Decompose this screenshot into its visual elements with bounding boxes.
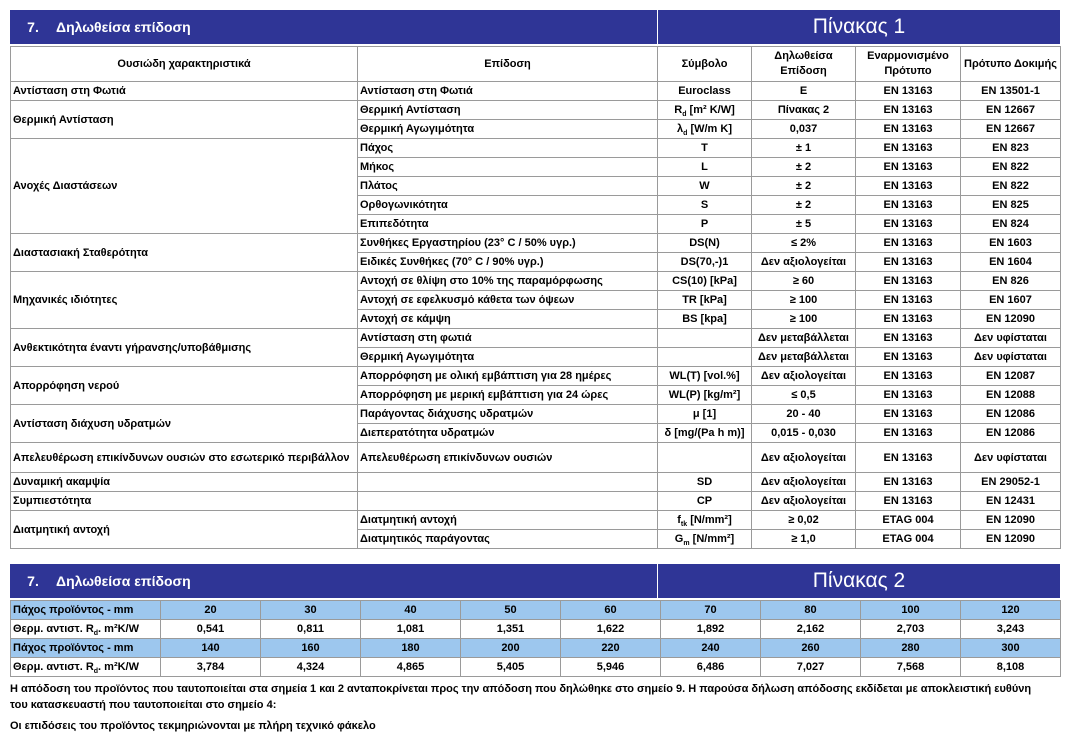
harmonised-standard-cell: EN 13163 bbox=[856, 367, 961, 386]
performance-cell: Αντοχή σε θλίψη στο 10% της παραμόρφωσης bbox=[358, 272, 658, 291]
thickness-value: 80 bbox=[761, 601, 861, 620]
harmonised-standard-cell: EN 13163 bbox=[856, 234, 961, 253]
test-standard-cell: EN 12087 bbox=[961, 367, 1061, 386]
thickness-value: 140 bbox=[161, 639, 261, 658]
test-standard-cell: EN 12090 bbox=[961, 511, 1061, 530]
resistance-value: 6,486 bbox=[661, 658, 761, 677]
thickness-value: 120 bbox=[961, 601, 1061, 620]
symbol-unit: [N/mm²] bbox=[687, 514, 732, 526]
thickness-value: 200 bbox=[461, 639, 561, 658]
declared-value-cell: ≥ 1,0 bbox=[752, 530, 856, 549]
harmonised-standard-cell: EN 13163 bbox=[856, 101, 961, 120]
performance-cell: Μήκος bbox=[358, 158, 658, 177]
thickness-value: 60 bbox=[561, 601, 661, 620]
characteristic-cell: Ανοχές Διαστάσεων bbox=[11, 139, 358, 234]
resistance-value: 4,865 bbox=[361, 658, 461, 677]
symbol-cell bbox=[658, 511, 752, 530]
harmonised-standard-cell: EN 13163 bbox=[856, 120, 961, 139]
resistance-label-unit: . m²K/W bbox=[98, 661, 139, 673]
symbol-subscript: d bbox=[683, 130, 688, 138]
test-standard-cell: EN 12086 bbox=[961, 405, 1061, 424]
symbol-cell: S bbox=[658, 196, 752, 215]
harmonised-standard-cell: EN 13163 bbox=[856, 424, 961, 443]
resistance-label-unit: . m²K/W bbox=[98, 623, 139, 635]
declared-value-cell: Δεν αξιολογείται bbox=[752, 253, 856, 272]
harmonised-standard-cell: EN 13163 bbox=[856, 310, 961, 329]
header-performance: Επίδοση bbox=[358, 47, 658, 82]
declared-value-cell: ≥ 100 bbox=[752, 291, 856, 310]
characteristic-cell: Μηχανικές ιδιότητες bbox=[11, 272, 358, 329]
header-symbol: Σύμβολο bbox=[658, 47, 752, 82]
table-row bbox=[11, 139, 1061, 158]
resistance-value: 1,081 bbox=[361, 620, 461, 639]
declared-value-cell: ≤ 0,5 bbox=[752, 386, 856, 405]
table-row bbox=[11, 82, 1061, 101]
performance-cell: Διεπερατότητα υδρατμών bbox=[358, 424, 658, 443]
characteristic-cell: Θερμική Αντίσταση bbox=[11, 101, 358, 139]
harmonised-standard-cell: EN 13163 bbox=[856, 158, 961, 177]
symbol-cell bbox=[658, 530, 752, 549]
declared-value-cell: ± 2 bbox=[752, 196, 856, 215]
declared-value-cell: ± 2 bbox=[752, 177, 856, 196]
performance-cell: Ορθογωνικότητα bbox=[358, 196, 658, 215]
harmonised-standard-cell: ETAG 004 bbox=[856, 530, 961, 549]
symbol-cell: SD bbox=[658, 473, 752, 492]
performance-cell: Αντίσταση στη Φωτιά bbox=[358, 82, 658, 101]
performance-cell: Θερμική Αγωγιμότητα bbox=[358, 120, 658, 139]
resistance-value: 0,541 bbox=[161, 620, 261, 639]
declared-value-cell: ± 1 bbox=[752, 139, 856, 158]
thickness-value: 70 bbox=[661, 601, 761, 620]
symbol-cell: P bbox=[658, 215, 752, 234]
symbol-cell: WL(T) [vol.%] bbox=[658, 367, 752, 386]
resistance-value: 1,892 bbox=[661, 620, 761, 639]
thickness-value: 20 bbox=[161, 601, 261, 620]
performance-cell: Θερμική Αντίσταση bbox=[358, 101, 658, 120]
symbol-subscript: d bbox=[682, 111, 687, 119]
symbol-subscript: tk bbox=[680, 521, 688, 529]
harmonised-standard-cell: EN 13163 bbox=[856, 82, 961, 101]
resistance-value: 5,946 bbox=[561, 658, 661, 677]
header-harmonised-standard: Εναρμονισμένο Πρότυπο bbox=[856, 47, 961, 82]
test-standard-cell: EN 13501-1 bbox=[961, 82, 1061, 101]
performance-cell: Θερμική Αγωγιμότητα bbox=[358, 348, 658, 367]
test-standard-cell: EN 1607 bbox=[961, 291, 1061, 310]
harmonised-standard-cell: EN 13163 bbox=[856, 405, 961, 424]
symbol-subscript: m bbox=[683, 540, 690, 548]
resistance-value: 0,811 bbox=[261, 620, 361, 639]
performance-cell: Διατμητικός παράγοντας bbox=[358, 530, 658, 549]
performance-cell: Πλάτος bbox=[358, 177, 658, 196]
thickness-value: 40 bbox=[361, 601, 461, 620]
harmonised-standard-cell: EN 13163 bbox=[856, 473, 961, 492]
harmonised-standard-cell: EN 13163 bbox=[856, 492, 961, 511]
declared-value-cell: ± 2 bbox=[752, 158, 856, 177]
test-standard-cell: EN 12090 bbox=[961, 530, 1061, 549]
resistance-value: 5,405 bbox=[461, 658, 561, 677]
section-number: 7. bbox=[27, 19, 39, 35]
harmonised-standard-cell: EN 13163 bbox=[856, 272, 961, 291]
symbol-cell bbox=[658, 348, 752, 367]
performance-cell: Συνθήκες Εργαστηρίου (23° C / 50% υγρ.) bbox=[358, 234, 658, 253]
test-standard-cell: Δεν υφίσταται bbox=[961, 348, 1061, 367]
performance-cell: Αντίσταση στη φωτιά bbox=[358, 329, 658, 348]
test-standard-cell: EN 823 bbox=[961, 139, 1061, 158]
table-row bbox=[11, 101, 1061, 120]
performance-cell: Απορρόφηση με μερική εμβάπτιση για 24 ώρες bbox=[358, 386, 658, 405]
symbol-main: G bbox=[674, 533, 684, 545]
test-standard-cell: EN 825 bbox=[961, 196, 1061, 215]
test-standard-cell: Δεν υφίσταται bbox=[961, 443, 1061, 473]
thickness-value: 260 bbox=[761, 639, 861, 658]
symbol-cell: BS [kpa] bbox=[658, 310, 752, 329]
declared-value-cell: Πίνακας 2 bbox=[752, 101, 856, 120]
resistance-label bbox=[11, 620, 161, 639]
table-row bbox=[11, 492, 1061, 511]
table-row bbox=[11, 272, 1061, 291]
declared-value-cell: E bbox=[752, 82, 856, 101]
symbol-main: f bbox=[677, 514, 681, 526]
declared-value-cell: 20 - 40 bbox=[752, 405, 856, 424]
performance-cell: Επιπεδότητα bbox=[358, 215, 658, 234]
characteristic-cell: Δυναμική ακαμψία bbox=[11, 473, 358, 492]
performance-cell: Αντοχή σε εφελκυσμό κάθετα των όψεων bbox=[358, 291, 658, 310]
resistance-label bbox=[11, 658, 161, 677]
table-row bbox=[11, 329, 1061, 348]
test-standard-cell: EN 1603 bbox=[961, 234, 1061, 253]
section-number: 7. bbox=[27, 573, 39, 589]
declared-value-cell: Δεν αξιολογείται bbox=[752, 473, 856, 492]
thickness-value: 100 bbox=[861, 601, 961, 620]
resistance-label-text: Θερμ. αντιστ. R bbox=[13, 661, 94, 673]
harmonised-standard-cell: EN 13163 bbox=[856, 177, 961, 196]
symbol-cell: L bbox=[658, 158, 752, 177]
test-standard-cell: EN 826 bbox=[961, 272, 1061, 291]
symbol-cell: Euroclass bbox=[658, 82, 752, 101]
resistance-value: 3,243 bbox=[961, 620, 1061, 639]
test-standard-cell: EN 822 bbox=[961, 177, 1061, 196]
resistance-value: 4,324 bbox=[261, 658, 361, 677]
symbol-cell: CS(10) [kPa] bbox=[658, 272, 752, 291]
symbol-unit: [m² K/W] bbox=[686, 104, 735, 116]
section-title: Δηλωθείσα επίδοση bbox=[56, 573, 191, 589]
characteristic-cell: Αντίσταση διάχυση υδρατμών bbox=[11, 405, 358, 443]
symbol-cell: δ [mg/(Pa h m)] bbox=[658, 424, 752, 443]
harmonised-standard-cell: EN 13163 bbox=[856, 253, 961, 272]
header-declared: Δηλωθείσα Επίδοση bbox=[752, 47, 856, 82]
harmonised-standard-cell: EN 13163 bbox=[856, 386, 961, 405]
footer-line-2: του κατασκευαστή που ταυτοποιείται στο σημείο 4: bbox=[10, 699, 277, 711]
thickness-value: 220 bbox=[561, 639, 661, 658]
performance-cell bbox=[358, 473, 658, 492]
thickness-value: 300 bbox=[961, 639, 1061, 658]
test-standard-cell: EN 12667 bbox=[961, 101, 1061, 120]
table-row bbox=[11, 405, 1061, 424]
symbol-main: λ bbox=[676, 123, 684, 135]
symbol-cell bbox=[658, 120, 752, 139]
section-banner-1 bbox=[10, 10, 1060, 44]
thermal-resistance-table bbox=[10, 600, 1061, 677]
harmonised-standard-cell: EN 13163 bbox=[856, 139, 961, 158]
declared-value-cell: ≥ 60 bbox=[752, 272, 856, 291]
symbol-unit: [N/mm²] bbox=[689, 533, 735, 545]
characteristic-cell: Διαστασιακή Σταθερότητα bbox=[11, 234, 358, 272]
resistance-row bbox=[11, 658, 1061, 677]
table-row bbox=[11, 234, 1061, 253]
test-standard-cell: EN 12088 bbox=[961, 386, 1061, 405]
symbol-cell bbox=[658, 101, 752, 120]
thermal-resistance-table-body bbox=[11, 601, 1061, 677]
performance-cell: Παράγοντας διάχυσης υδρατμών bbox=[358, 405, 658, 424]
performance-cell: Ειδικές Συνθήκες (70° C / 90% υγρ.) bbox=[358, 253, 658, 272]
declared-value-cell: ≤ 2% bbox=[752, 234, 856, 253]
symbol-cell bbox=[658, 443, 752, 473]
performance-cell: Διατμητική αντοχή bbox=[358, 511, 658, 530]
characteristic-cell: Απορρόφηση νερού bbox=[11, 367, 358, 405]
table-name: Πίνακας 1 bbox=[657, 10, 1060, 44]
declared-value-cell: ± 5 bbox=[752, 215, 856, 234]
table-row bbox=[11, 367, 1061, 386]
thickness-value: 180 bbox=[361, 639, 461, 658]
characteristic-cell: Αντίσταση στη Φωτιά bbox=[11, 82, 358, 101]
table-row bbox=[11, 511, 1061, 530]
performance-table-body bbox=[11, 82, 1061, 549]
resistance-value: 7,568 bbox=[861, 658, 961, 677]
declared-value-cell: Δεν αξιολογείται bbox=[752, 443, 856, 473]
declared-value-cell: Δεν μεταβάλλεται bbox=[752, 348, 856, 367]
harmonised-standard-cell: EN 13163 bbox=[856, 348, 961, 367]
performance-cell: Πάχος bbox=[358, 139, 658, 158]
resistance-value: 8,108 bbox=[961, 658, 1061, 677]
section-title: Δηλωθείσα επίδοση bbox=[56, 19, 191, 35]
thickness-label: Πάχος προϊόντος - mm bbox=[11, 601, 161, 620]
thickness-value: 240 bbox=[661, 639, 761, 658]
header-test-standard: Πρότυπο Δοκιμής bbox=[961, 47, 1061, 82]
resistance-value: 7,027 bbox=[761, 658, 861, 677]
symbol-main: R bbox=[674, 104, 683, 116]
declared-value-cell: ≥ 100 bbox=[752, 310, 856, 329]
symbol-unit: [W/m K] bbox=[687, 123, 732, 135]
performance-cell: Απελευθέρωση επικίνδυνων ουσιών bbox=[358, 443, 658, 473]
footer-line-3: Οι επιδόσεις του προϊόντος τεκμηριώνονται με πλήρη τεχνικό φάκελο bbox=[10, 720, 376, 732]
resistance-label-text: Θερμ. αντιστ. R bbox=[13, 623, 94, 635]
resistance-value: 1,351 bbox=[461, 620, 561, 639]
thickness-value: 160 bbox=[261, 639, 361, 658]
performance-cell: Απορρόφηση με ολική εμβάπτιση για 28 ημέρες bbox=[358, 367, 658, 386]
thickness-value: 280 bbox=[861, 639, 961, 658]
resistance-label-subscript: d bbox=[93, 630, 99, 638]
symbol-cell: DS(70,-)1 bbox=[658, 253, 752, 272]
declared-value-cell: 0,015 - 0,030 bbox=[752, 424, 856, 443]
resistance-row bbox=[11, 620, 1061, 639]
test-standard-cell: EN 822 bbox=[961, 158, 1061, 177]
symbol-cell: CP bbox=[658, 492, 752, 511]
symbol-cell: WL(P) [kg/m²] bbox=[658, 386, 752, 405]
section-banner-2 bbox=[10, 564, 1060, 598]
resistance-value: 3,784 bbox=[161, 658, 261, 677]
declared-value-cell: 0,037 bbox=[752, 120, 856, 139]
thickness-label: Πάχος προϊόντος - mm bbox=[11, 639, 161, 658]
declared-value-cell: Δεν μεταβάλλεται bbox=[752, 329, 856, 348]
table-name: Πίνακας 2 bbox=[657, 564, 1060, 598]
test-standard-cell: Δεν υφίσταται bbox=[961, 329, 1061, 348]
table-row bbox=[11, 443, 1061, 473]
symbol-cell: W bbox=[658, 177, 752, 196]
test-standard-cell: EN 12667 bbox=[961, 120, 1061, 139]
thickness-row bbox=[11, 639, 1061, 658]
test-standard-cell: EN 12431 bbox=[961, 492, 1061, 511]
harmonised-standard-cell: ETAG 004 bbox=[856, 511, 961, 530]
symbol-cell: DS(N) bbox=[658, 234, 752, 253]
test-standard-cell: EN 1604 bbox=[961, 253, 1061, 272]
symbol-cell: TR [kPa] bbox=[658, 291, 752, 310]
declared-value-cell: Δεν αξιολογείται bbox=[752, 492, 856, 511]
resistance-value: 2,162 bbox=[761, 620, 861, 639]
performance-table bbox=[10, 46, 1061, 549]
harmonised-standard-cell: EN 13163 bbox=[856, 329, 961, 348]
harmonised-standard-cell: EN 13163 bbox=[856, 291, 961, 310]
symbol-cell: μ [1] bbox=[658, 405, 752, 424]
harmonised-standard-cell: EN 13163 bbox=[856, 215, 961, 234]
performance-cell bbox=[358, 492, 658, 511]
footer-statement bbox=[10, 681, 1060, 734]
resistance-label-subscript: d bbox=[93, 668, 99, 676]
test-standard-cell: EN 12086 bbox=[961, 424, 1061, 443]
characteristic-cell: Διατμητική αντοχή bbox=[11, 511, 358, 549]
resistance-value: 1,622 bbox=[561, 620, 661, 639]
test-standard-cell: EN 29052-1 bbox=[961, 473, 1061, 492]
performance-cell: Αντοχή σε κάμψη bbox=[358, 310, 658, 329]
characteristic-cell: Ανθεκτικότητα έναντι γήρανσης/υποβάθμισης bbox=[11, 329, 358, 367]
symbol-cell: T bbox=[658, 139, 752, 158]
header-characteristics: Ουσιώδη χαρακτηριστικά bbox=[11, 47, 358, 82]
characteristic-cell: Απελευθέρωση επικίνδυνων ουσιών στο εσωτερικό περιβάλλον bbox=[11, 443, 358, 473]
thickness-value: 50 bbox=[461, 601, 561, 620]
test-standard-cell: EN 12090 bbox=[961, 310, 1061, 329]
thickness-row bbox=[11, 601, 1061, 620]
table-row bbox=[11, 473, 1061, 492]
footer-line-1: Η απόδοση του προϊόντος που ταυτοποιείται στα σημεία 1 και 2 ανταποκρίνεται προς την απόδοση που δηλώθηκε στο σημείο 9. Η παρούσα δήλωση απόδοσης εκδίδεται με αποκλειστική ευθύνη bbox=[10, 683, 1032, 695]
resistance-value: 2,703 bbox=[861, 620, 961, 639]
declared-value-cell: Δεν αξιολογείται bbox=[752, 367, 856, 386]
harmonised-standard-cell: EN 13163 bbox=[856, 443, 961, 473]
characteristic-cell: Συμπιεστότητα bbox=[11, 492, 358, 511]
symbol-cell bbox=[658, 329, 752, 348]
declared-value-cell: ≥ 0,02 bbox=[752, 511, 856, 530]
thickness-value: 30 bbox=[261, 601, 361, 620]
test-standard-cell: EN 824 bbox=[961, 215, 1061, 234]
harmonised-standard-cell: EN 13163 bbox=[856, 196, 961, 215]
table-header-row bbox=[11, 47, 1061, 82]
